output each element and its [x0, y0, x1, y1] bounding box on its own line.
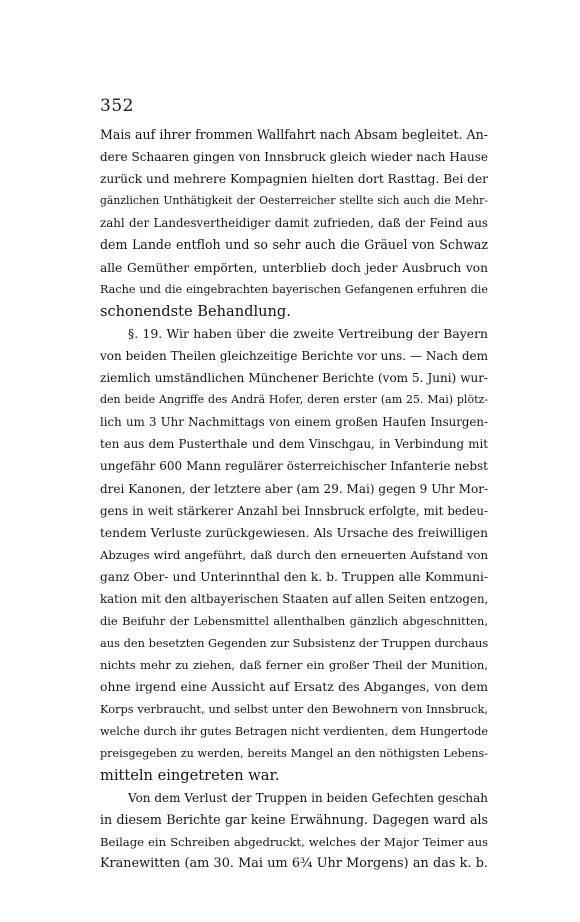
text-line: Korps verbraucht, und selbst unter den Bewohnern von Innsbruck,: [100, 702, 488, 717]
text-line: ohne irgend eine Aussicht auf Ersatz des Abganges, von dem: [100, 679, 488, 695]
text-line: kation mit den altbayerischen Staaten auf allen Seiten entzogen,: [100, 591, 488, 606]
text-line: ungefähr 600 Mann regulärer österreichischer Infanterie nebst: [100, 459, 488, 474]
text-line: Mais auf ihrer frommen Wallfahrt nach Absam begleitet. An-: [100, 127, 488, 142]
text-line: in diesem Berichte gar keine Erwähnung. Dagegen ward als: [100, 811, 488, 827]
text-line: zurück und mehrere Kompagnien hielten dort Rasttag. Bei der: [100, 172, 488, 187]
text-line: ziemlich umständlichen Münchener Berichte (vom 5. Juni) wur-: [100, 371, 488, 386]
text-line: gens in weit stärkerer Anzahl bei Innsbruck erfolgte, mit bedeu-: [100, 503, 488, 518]
text-line: §. 19. Wir haben über die zweite Vertreibung der Bayern: [128, 325, 488, 341]
text-line: den beide Angriffe des Andrä Hofer, deren erster (am 25. Mai) plötz-: [100, 393, 488, 407]
text-line: Von dem Verlust der Truppen in beiden Gefechten geschah: [128, 790, 488, 805]
body-text: [100, 124, 488, 875]
text-line: Kranewitten (am 30. Mai um 6¾ Uhr Morgens) an das k. b.: [100, 856, 488, 872]
text-line: dere Schaaren gingen von Innsbruck gleich wieder nach Hause: [100, 150, 488, 165]
text-line: ganz Ober- und Unterinnthal den k. b. Truppen alle Kommuni-: [100, 569, 488, 584]
text-line: Rache und die eingebrachten bayerischen Gefangenen erfuhren die: [100, 282, 488, 296]
text-line: die Beifuhr der Lebensmittel allenthalben gänzlich abgeschnitten,: [100, 614, 488, 629]
text-line: mitteln eingetreten war.: [100, 766, 280, 784]
text-line: preisgegeben zu werden, bereits Mangel an den nöthigsten Lebens-: [100, 746, 488, 760]
text-line: ten aus dem Pusterthale und dem Vinschgau, in Verbindung mit: [100, 437, 488, 452]
text-line: gänzlichen Unthätigkeit der Oesterreicher stellte sich auch die Mehr-: [100, 194, 488, 208]
text-line: schonendste Behandlung.: [100, 302, 291, 320]
page-number: 352: [100, 96, 134, 116]
text-line: drei Kanonen, der letztere aber (am 29. Mai) gegen 9 Uhr Mor-: [100, 481, 488, 496]
text-line: Abzuges wird angeführt, daß durch den erneuerten Aufstand von: [100, 547, 488, 562]
text-line: zahl der Landesvertheidiger damit zufrieden, daß der Feind aus: [100, 216, 488, 231]
text-line: von beiden Theilen gleichzeitige Berichte vor uns. — Nach dem: [100, 348, 488, 363]
text-line: lich um 3 Uhr Nachmittags von einem großen Haufen Insurgen-: [100, 415, 488, 430]
text-line: aus den besetzten Gegenden zur Subsistenz der Truppen durchaus: [100, 636, 488, 651]
text-line: tendem Verluste zurückgewiesen. Als Ursache des freiwilligen: [100, 525, 488, 540]
text-line: nichts mehr zu ziehen, daß ferner ein großer Theil der Munition,: [100, 658, 488, 673]
text-line: Beilage ein Schreiben abgedruckt, welches der Major Teimer aus: [100, 835, 488, 849]
text-line: welche durch ihr gutes Betragen nicht verdienten, dem Hungertode: [100, 724, 488, 738]
text-line: dem Lande entfloh und so sehr auch die Gräuel von Schwaz: [100, 237, 488, 253]
text-line: alle Gemüther empörten, unterblieb doch jeder Ausbruch von: [100, 260, 488, 275]
